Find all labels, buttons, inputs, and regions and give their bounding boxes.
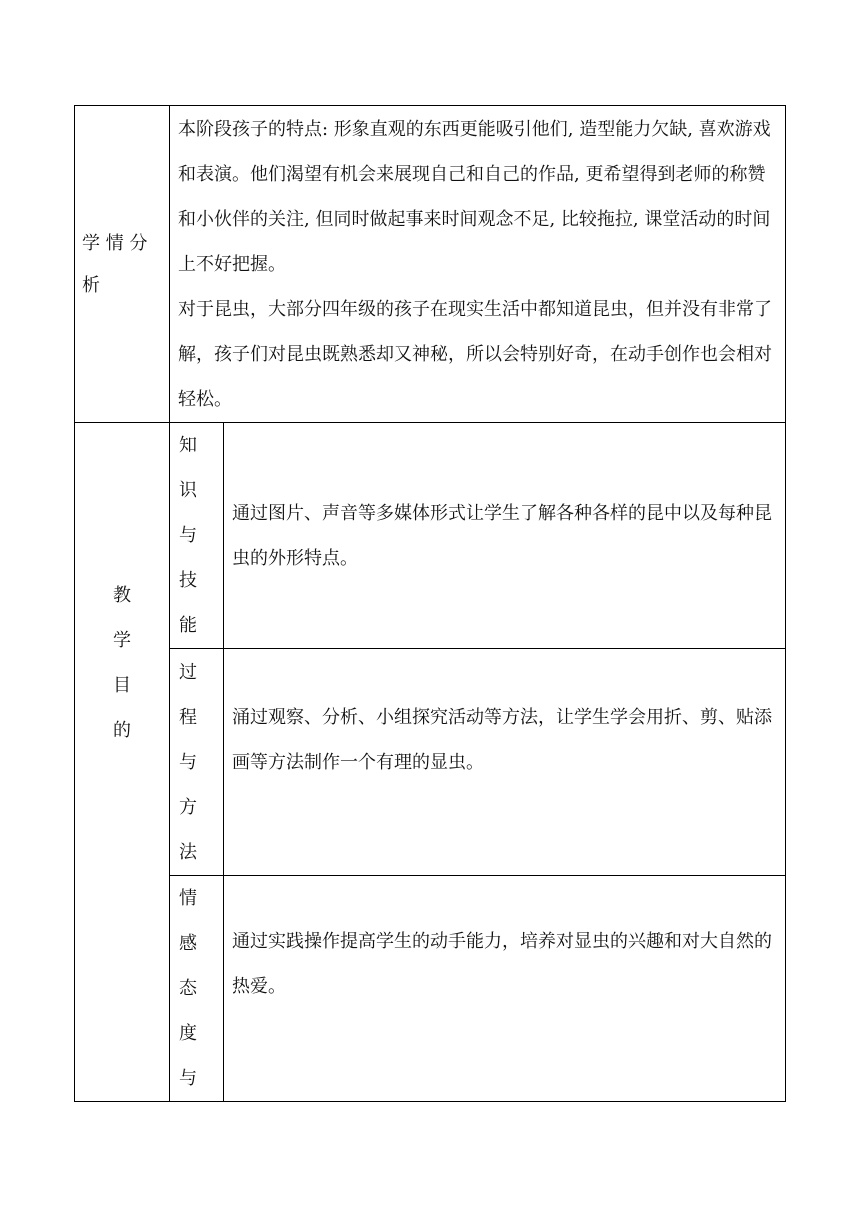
row-divider-knowledge [169, 648, 786, 649]
category-process-method [176, 650, 200, 875]
analysis-paragraph: 对于昆虫，大部分四年级的孩子在现实生活中都知道昆虫，但并没有非常了解，孩子们对昆虫既熟悉却又神秘，所以会特别好奇，在动手创作也会相对轻松。 [178, 299, 772, 410]
category-char: 度 [179, 1023, 197, 1044]
category-char: 知 [179, 435, 197, 456]
category-char: 方 [179, 797, 197, 818]
objectives-label-char: 目 [113, 675, 131, 696]
analysis-label-line2: 析 [82, 275, 100, 296]
category-knowledge-skills [176, 423, 200, 648]
category-char: 情 [179, 888, 197, 909]
table-border-top [74, 105, 786, 106]
table-border-bottom [74, 1101, 786, 1102]
category-char: 过 [179, 662, 197, 683]
objectives-label-char: 学 [113, 630, 131, 651]
objective-text-emotion: 通过实践操作提高学生的动手能力，培养对显虫的兴趣和对大自然的热爱。 [232, 931, 772, 997]
category-emotion-attitude [176, 876, 200, 1101]
category-char: 技 [179, 570, 197, 591]
category-char: 法 [179, 842, 197, 863]
objectives-label [102, 573, 142, 753]
objectives-label-char: 的 [113, 720, 131, 741]
category-char: 程 [179, 707, 197, 728]
analysis-label-line1: 学 情 分 [82, 233, 148, 254]
analysis-paragraph: 本阶段孩子的特点: 形象直观的东西更能吸引他们, 造型能力欠缺, 喜欢游戏和表演。他们渴望有机会来展现自己和自己的作品, 更希望得到老师的称赞和小伙伴的关注, 但同时做起事来时间观念不足, 比较拖拉, 课堂活动的时间上不好把握。 [178, 119, 771, 275]
category-char: 与 [179, 525, 197, 546]
category-char: 识 [179, 480, 197, 501]
category-char: 能 [179, 615, 197, 636]
category-char: 态 [179, 978, 197, 999]
row-divider-process [169, 875, 786, 876]
column-divider-label [169, 105, 170, 1102]
objective-text-process: 涌过观察、分析、小组探究活动等方法，让学生学会用折、剪、贴添画等方法制作一个有理的显虫。 [232, 707, 772, 773]
category-char: 与 [179, 752, 197, 773]
objectives-label-char: 教 [113, 585, 131, 606]
category-char: 与 [179, 1068, 197, 1089]
column-divider-category [223, 422, 224, 1102]
analysis-content [178, 107, 778, 422]
objective-text-knowledge: 通过图片、声音等多媒体形式让学生了解各种各样的昆中以及每种昆虫的外形特点。 [232, 503, 772, 569]
table-border-left [74, 105, 75, 1102]
table-border-right [785, 105, 786, 1102]
category-char: 感 [179, 933, 197, 954]
